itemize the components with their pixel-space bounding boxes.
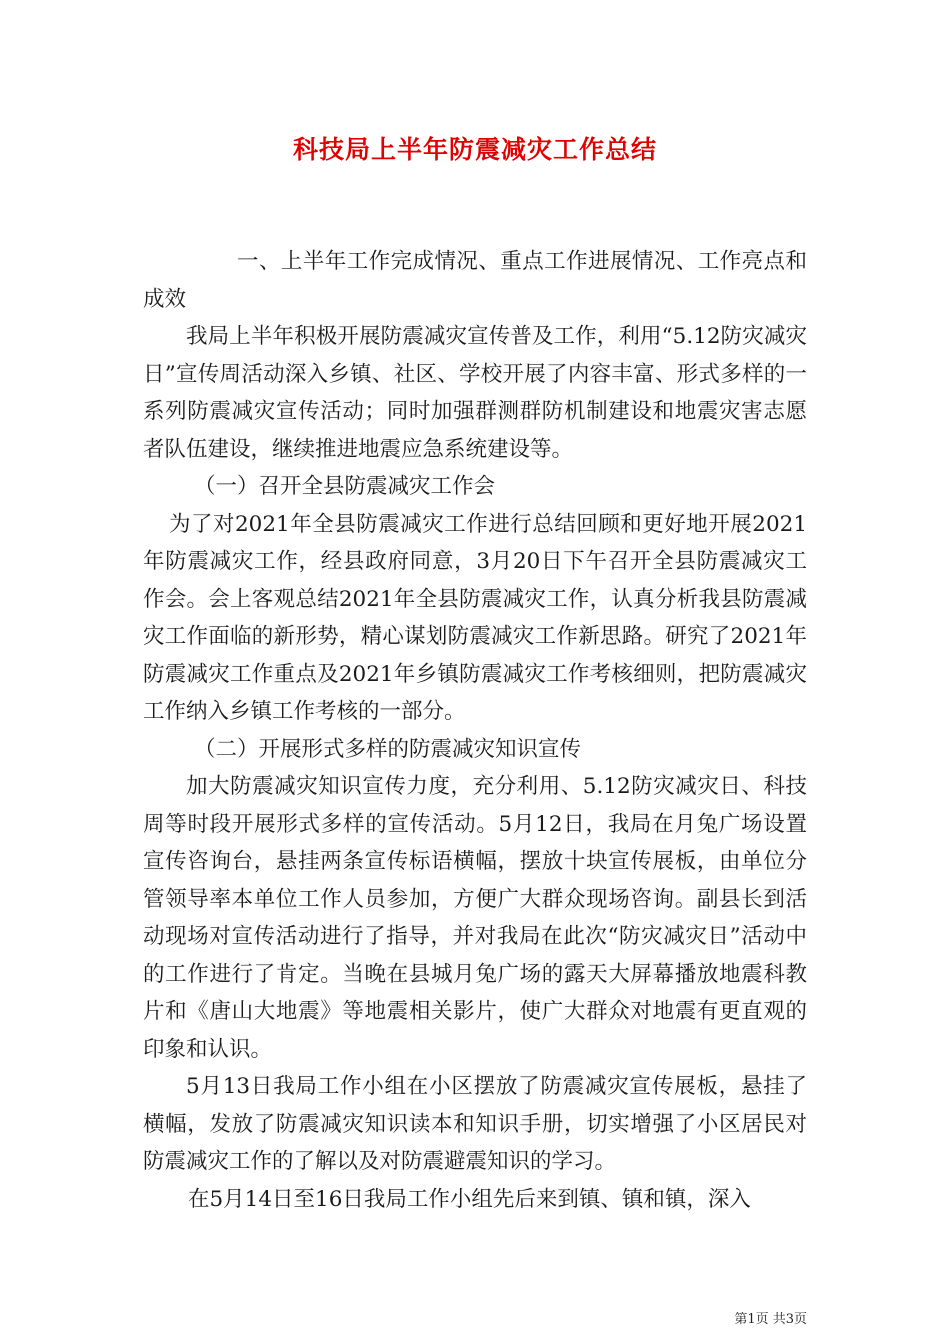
paragraph-subsection-1: 为了对2021年全县防震减灾工作进行总结回顾和更好地开展2021年防震减灾工作，经县政府同意，3月20日下午召开全县防震减灾工作会。会上客观总结2021年全县防震减灾工作，认真分析我县防震减灾工作面临的新形势，精心谋划防震减灾工作新思路。研究了2021年防震减灾工作重点及2021年乡镇防震减灾工作考核细则，把防震减灾工作纳入乡镇工作考核的一部分。 [143, 511, 807, 724]
document-body [143, 243, 807, 1218]
subsection-heading-1: （一）召开全县防震减灾工作会 [194, 474, 496, 499]
page-number-footer: 第1页 共3页 [734, 1312, 807, 1327]
paragraph-may-14: 在5月14日至16日我局工作小组先后来到镇、镇和镇，深入 [188, 1186, 751, 1212]
paragraph-may-13: 5月13日我局工作小组在小区摆放了防震减灾宣传展板，悬挂了横幅，发放了防震减灾知识读本和知识手册，切实增强了小区居民对防震减灾工作的了解以及对防震避震知识的学习。 [143, 1074, 807, 1174]
document-title: 科技局上半年防震减灾工作总结 [292, 135, 657, 164]
paragraph-subsection-2: 加大防震减灾知识宣传力度，充分利用、5.12防灾减灾日、科技周等时段开展形式多样的宣传活动。5月12日，我局在月兔广场设置宣传咨询台，悬挂两条宣传标语横幅，摆放十块宣传展板，由单位分管领导率本单位工作人员参加，方便广大群众现场咨询。副县长到活动现场对宣传活动进行了指导，并对我局在此次“防灾减灾日”活动中的工作进行了肯定。当晚在县城月兔广场的露天大屏幕播放地震科教片和《唐山大地震》等地震相关影片，使广大群众对地震有更直观的印象和认识。 [143, 774, 807, 1062]
subsection-heading-2: （二）开展形式多样的防震减灾知识宣传 [194, 736, 582, 762]
section-heading: 一、上半年工作完成情况、重点工作进展情况、工作亮点和成效 [143, 249, 807, 312]
paragraph-intro: 我局上半年积极开展防震减灾宣传普及工作，利用“5.12防灾减灾日”宣传周活动深入乡镇、社区、学校开展了内容丰富、形式多样的一系列防震减灾宣传活动；同时加强群测群防机制建设和地震灾害志愿者队伍建设，继续推进地震应急系统建设等。 [143, 324, 807, 462]
